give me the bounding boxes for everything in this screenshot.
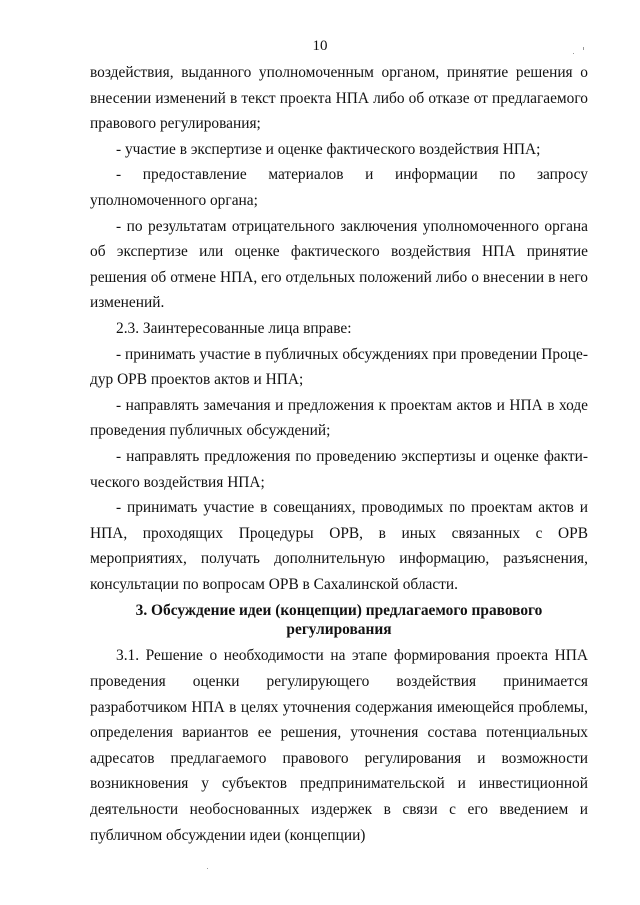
- section-heading-line-1: 3. Обсуждение идеи (концепции) предлагаемого правового: [135, 602, 543, 620]
- list-item-proposals: - направлять предложения по проведению экспертизы и оценке фактического воздействия НПА;: [90, 447, 588, 491]
- scan-speck: [573, 53, 574, 54]
- clause-2-3: 2.3. Заинтересованные лица вправе:: [116, 319, 352, 337]
- page-number: 10: [312, 38, 328, 54]
- list-item-public-discussion: - принимать участие в публичных обсуждениях при проведении Процедур ОРВ проектов актов и НПА;: [90, 345, 588, 389]
- list-item-meetings: - принимать участие в совещаниях, проводимых по проектам актов и НПА, проходящих Процедуры ОРВ, в иных связанных с ОРВ мероприятиях, получать дополнительную информацию, разъяснения, консультации по вопросам ОРВ в Сахалинской области.: [90, 499, 588, 593]
- list-item-expertise: - участие в экспертизе и оценке фактического воздействия НПА;: [116, 140, 541, 158]
- document-body: [90, 60, 588, 848]
- section-heading: [90, 597, 588, 643]
- list-item-remarks: - направлять замечания и предложения к проектам актов и НПА в ходе проведения публичных обсуждений;: [90, 396, 588, 440]
- list-item-cancellation: - по результатам отрицательного заключения уполномоченного органа об экспертизе или оценке фактического воздействия НПА принятие решения об отмене НПА, его отдельных положений либо о внесении в него изменений.: [90, 217, 588, 312]
- list-item-materials: - предоставление материалов и информации по запросу уполномоченного органа;: [90, 166, 588, 209]
- clause-3-1: 3.1. Решение о необходимости на этапе формирования проекта НПА проведения оценки регулирующего воздействия принимается разработчиком НПА в целях уточнения содержания имеющейся проблемы, определения вариантов ее решения, уточнения состава потенциальных адресатов предлагаемого правового регулирования и возможности возникновения у субъектов предпринимательской и инвестиционной деятельности необоснованных издержек в связи с его введением и публичном обсуждении идеи (концепции): [90, 647, 588, 844]
- section-heading-line-2: регулирования: [286, 621, 392, 639]
- paragraph-continuation: воздействия, выданного уполномоченным органом, принятие решения о внесении изменений в текст проекта НПА либо об отказе от предлагаемого правового регулирования;: [90, 64, 588, 133]
- scan-speck: [583, 47, 584, 50]
- scan-speck: [207, 868, 208, 869]
